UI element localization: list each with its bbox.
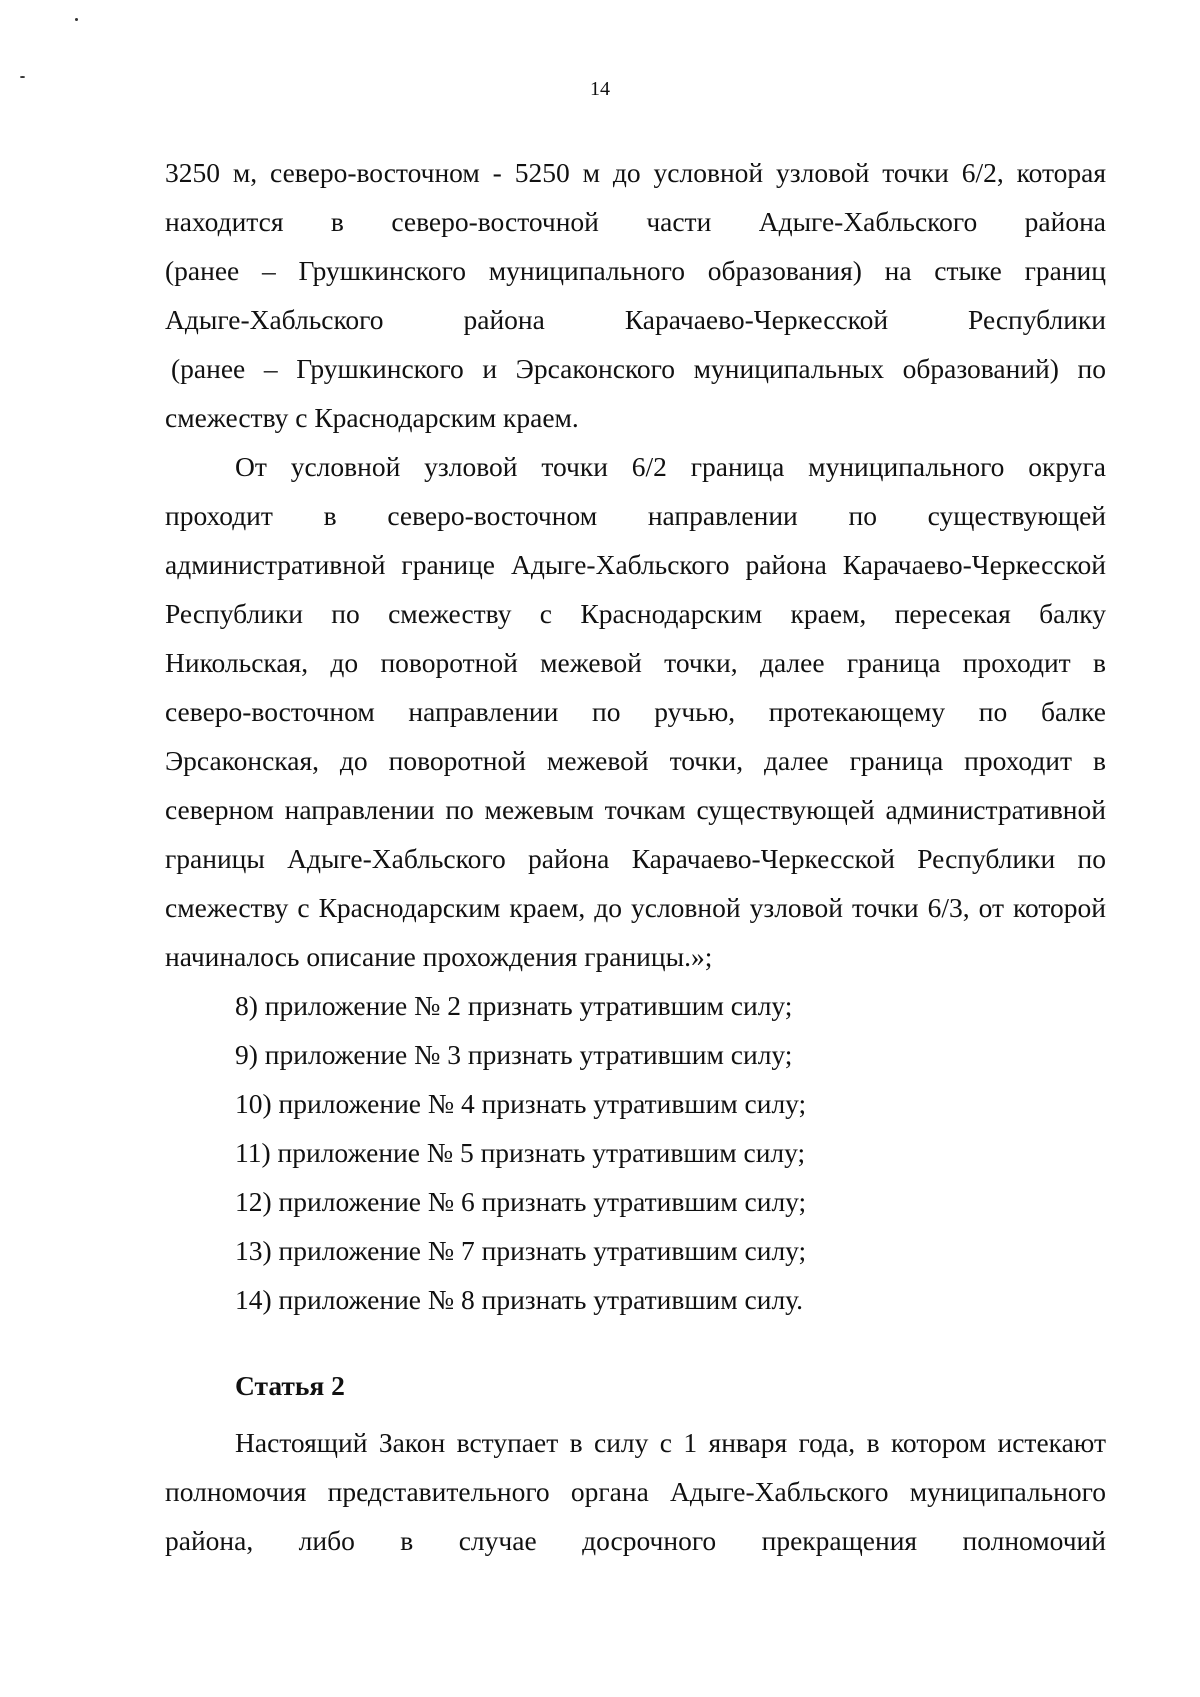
text-line: Настоящий Закон вступает в силу с 1 января года, в котором истекают: [235, 1427, 1106, 1458]
text-line: Республики по смежеству с Краснодарским краем, пересекая балку: [165, 598, 1106, 629]
text-line: (ранее – Грушкинского муниципального образования) на стыке границ: [165, 255, 1106, 286]
text-line: северном направлении по межевым точкам существующей административной: [165, 794, 1106, 825]
paragraph-continuation: [165, 148, 1106, 442]
list-item: 14) приложение № 8 признать утратившим силу.: [235, 1284, 804, 1315]
text-line: проходит в северо-восточном направлении по существующей: [165, 500, 1106, 531]
page-number: 14: [590, 78, 610, 100]
list-item: 13) приложение № 7 признать утратившим силу;: [235, 1235, 807, 1266]
scan-speck: [20, 76, 25, 78]
text-line: административной границе Адыге-Хабльского района Карачаево-Черкесской: [165, 549, 1106, 580]
text-line: Эрсаконская, до поворотной межевой точки, далее граница проходит в: [165, 745, 1106, 776]
amendment-list: [165, 981, 1106, 1324]
text-line: начиналось описание прохождения границы.»;: [165, 941, 713, 972]
text-line: границы Адыге-Хабльского района Карачаево-Черкесской Республики по: [165, 843, 1106, 874]
scan-speck: [75, 18, 78, 21]
text-line: полномочия представительного органа Адыге-Хабльского муниципального: [165, 1476, 1106, 1507]
list-item: 12) приложение № 6 признать утратившим силу;: [235, 1186, 807, 1217]
list-item: 9) приложение № 3 признать утратившим силу;: [235, 1039, 793, 1070]
text-line: северо-восточном направлении по ручью, протекающему по балке: [165, 696, 1106, 727]
text-line: От условной узловой точки 6/2 граница муниципального округа: [235, 451, 1106, 482]
text-line: 3250 м, северо-восточном - 5250 м до условной узловой точки 6/2, которая: [165, 157, 1106, 188]
paragraph-boundary-description: [165, 442, 1106, 981]
text-line: находится в северо-восточной части Адыге-Хабльского района: [165, 206, 1106, 237]
text-line: Адыге-Хабльского района Карачаево-Черкесской Республики: [165, 304, 1106, 335]
text-line: смежеству с Краснодарским краем, до условной узловой точки 6/3, от которой: [165, 892, 1106, 923]
list-item: 10) приложение № 4 признать утратившим силу;: [235, 1088, 807, 1119]
text-line: (ранее – Грушкинского и Эрсаконского муниципальных образований) по: [171, 353, 1106, 384]
article-heading: Статья 2: [235, 1370, 345, 1401]
text-line: района, либо в случае досрочного прекращения полномочий: [165, 1525, 1106, 1556]
text-line: Никольская, до поворотной межевой точки, далее граница проходит в: [165, 647, 1106, 678]
text-line: смежеству с Краснодарским краем.: [165, 402, 579, 433]
list-item: 11) приложение № 5 признать утратившим силу;: [235, 1137, 806, 1168]
list-item: 8) приложение № 2 признать утратившим силу;: [235, 990, 793, 1021]
article-2-text: [165, 1418, 1106, 1565]
